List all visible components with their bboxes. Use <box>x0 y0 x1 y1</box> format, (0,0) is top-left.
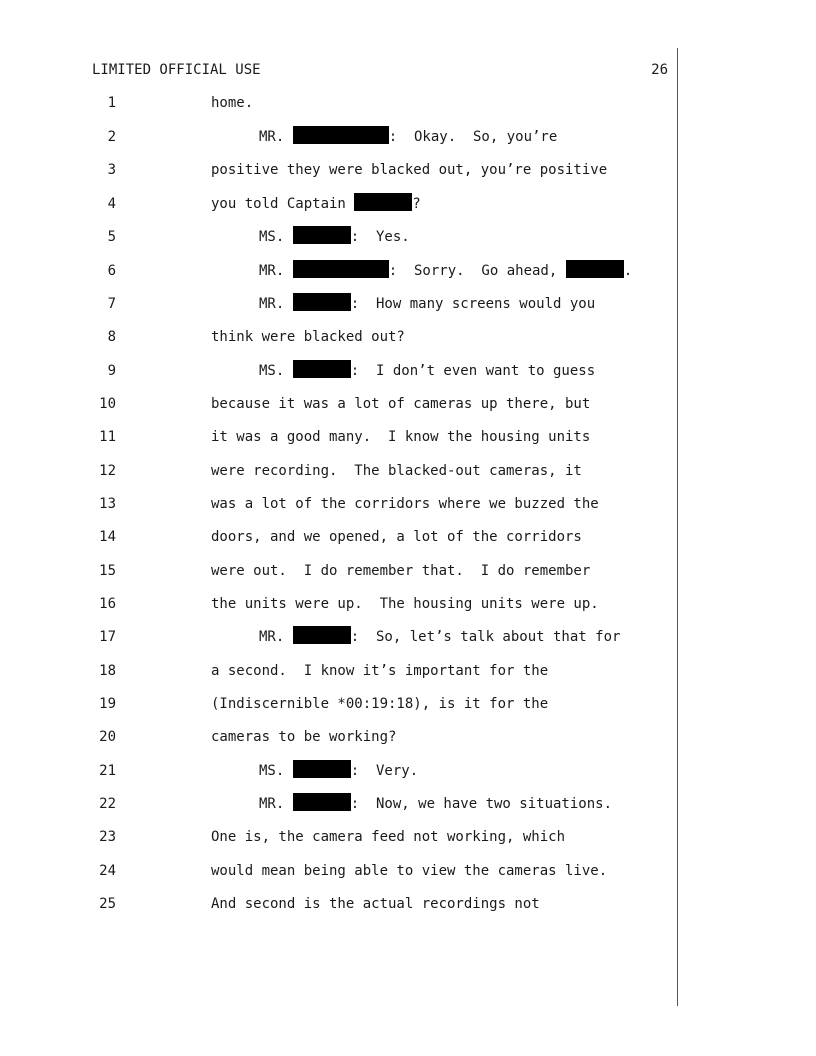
line-number: 14 <box>99 529 116 545</box>
line-number: 25 <box>99 896 116 912</box>
transcript-line <box>0 292 680 316</box>
line-text: would mean being able to view the cameras live. <box>211 863 608 879</box>
line-number: 16 <box>99 596 116 612</box>
line-text: MS. : Yes. <box>259 225 410 249</box>
line-number: 4 <box>107 196 116 212</box>
redaction-box <box>566 260 624 278</box>
line-text: positive they were blacked out, you’re positive <box>211 162 608 178</box>
transcript-line <box>0 325 680 349</box>
line-text: (Indiscernible *00:19:18), is it for the <box>211 696 549 712</box>
transcript-line <box>0 692 680 716</box>
line-number: 3 <box>107 162 116 178</box>
line-text: MS. : I don’t even want to guess <box>259 359 595 383</box>
transcript-line <box>0 459 680 483</box>
line-text: One is, the camera feed not working, which <box>211 829 566 845</box>
transcript-line <box>0 225 680 249</box>
line-text: MR. : Now, we have two situations. <box>259 792 612 816</box>
transcript-line <box>0 91 680 115</box>
line-text: MS. : Very. <box>259 759 418 783</box>
line-number: 5 <box>107 229 116 245</box>
redaction-box <box>293 126 389 144</box>
line-text: you told Captain ? <box>211 192 421 216</box>
redaction-box <box>293 226 351 244</box>
line-number: 10 <box>99 396 116 412</box>
redaction-box <box>354 193 412 211</box>
line-number: 21 <box>99 763 116 779</box>
line-text: cameras to be working? <box>211 729 397 745</box>
line-number: 12 <box>99 463 116 479</box>
line-number: 11 <box>99 429 116 445</box>
redaction-box <box>293 793 351 811</box>
line-text: MR. : Okay. So, you’re <box>259 125 557 149</box>
line-number: 23 <box>99 829 116 845</box>
line-number: 17 <box>99 629 116 645</box>
transcript-line <box>0 825 680 849</box>
line-number: 15 <box>99 563 116 579</box>
line-number: 2 <box>107 129 116 145</box>
line-text: doors, and we opened, a lot of the corridors <box>211 529 582 545</box>
redaction-box <box>293 760 351 778</box>
redaction-box <box>293 293 351 311</box>
redaction-box <box>293 260 389 278</box>
line-text: And second is the actual recordings not <box>211 896 540 912</box>
transcript-line <box>0 792 680 816</box>
transcript-line <box>0 359 680 383</box>
line-text: MR. : How many screens would you <box>259 292 595 316</box>
transcript-line <box>0 559 680 583</box>
transcript-line <box>0 625 680 649</box>
transcript-line <box>0 859 680 883</box>
line-text: a second. I know it’s important for the <box>211 663 549 679</box>
line-number: 24 <box>99 863 116 879</box>
transcript-line <box>0 492 680 516</box>
line-text: it was a good many. I know the housing units <box>211 429 591 445</box>
transcript-line <box>0 759 680 783</box>
transcript-line <box>0 525 680 549</box>
transcript-line <box>0 425 680 449</box>
line-number: 22 <box>99 796 116 812</box>
transcript-line <box>0 158 680 182</box>
line-number: 6 <box>107 263 116 279</box>
redaction-box <box>293 626 351 644</box>
line-number: 7 <box>107 296 116 312</box>
line-text: were out. I do remember that. I do remember <box>211 563 591 579</box>
line-text: the units were up. The housing units were up. <box>211 596 599 612</box>
line-text: MR. : Sorry. Go ahead, . <box>259 259 632 283</box>
transcript-line <box>0 259 680 283</box>
transcript-line <box>0 659 680 683</box>
transcript-line <box>0 592 680 616</box>
line-text: think were blacked out? <box>211 329 405 345</box>
line-text: because it was a lot of cameras up there, but <box>211 396 591 412</box>
line-text: MR. : So, let’s talk about that for <box>259 625 620 649</box>
line-text: home. <box>211 95 254 111</box>
redaction-box <box>293 360 351 378</box>
classification-header: LIMITED OFFICIAL USE <box>92 62 261 78</box>
line-number: 8 <box>107 329 116 345</box>
line-text: were recording. The blacked-out cameras, it <box>211 463 582 479</box>
page-number: 26 <box>651 62 668 78</box>
transcript-line <box>0 725 680 749</box>
line-text: was a lot of the corridors where we buzzed the <box>211 496 599 512</box>
transcript-line <box>0 892 680 916</box>
line-number: 19 <box>99 696 116 712</box>
line-number: 13 <box>99 496 116 512</box>
line-number: 18 <box>99 663 116 679</box>
line-number: 20 <box>99 729 116 745</box>
transcript-line <box>0 125 680 149</box>
line-number: 9 <box>107 363 116 379</box>
transcript-line <box>0 192 680 216</box>
line-number: 1 <box>107 95 116 111</box>
transcript-line <box>0 392 680 416</box>
